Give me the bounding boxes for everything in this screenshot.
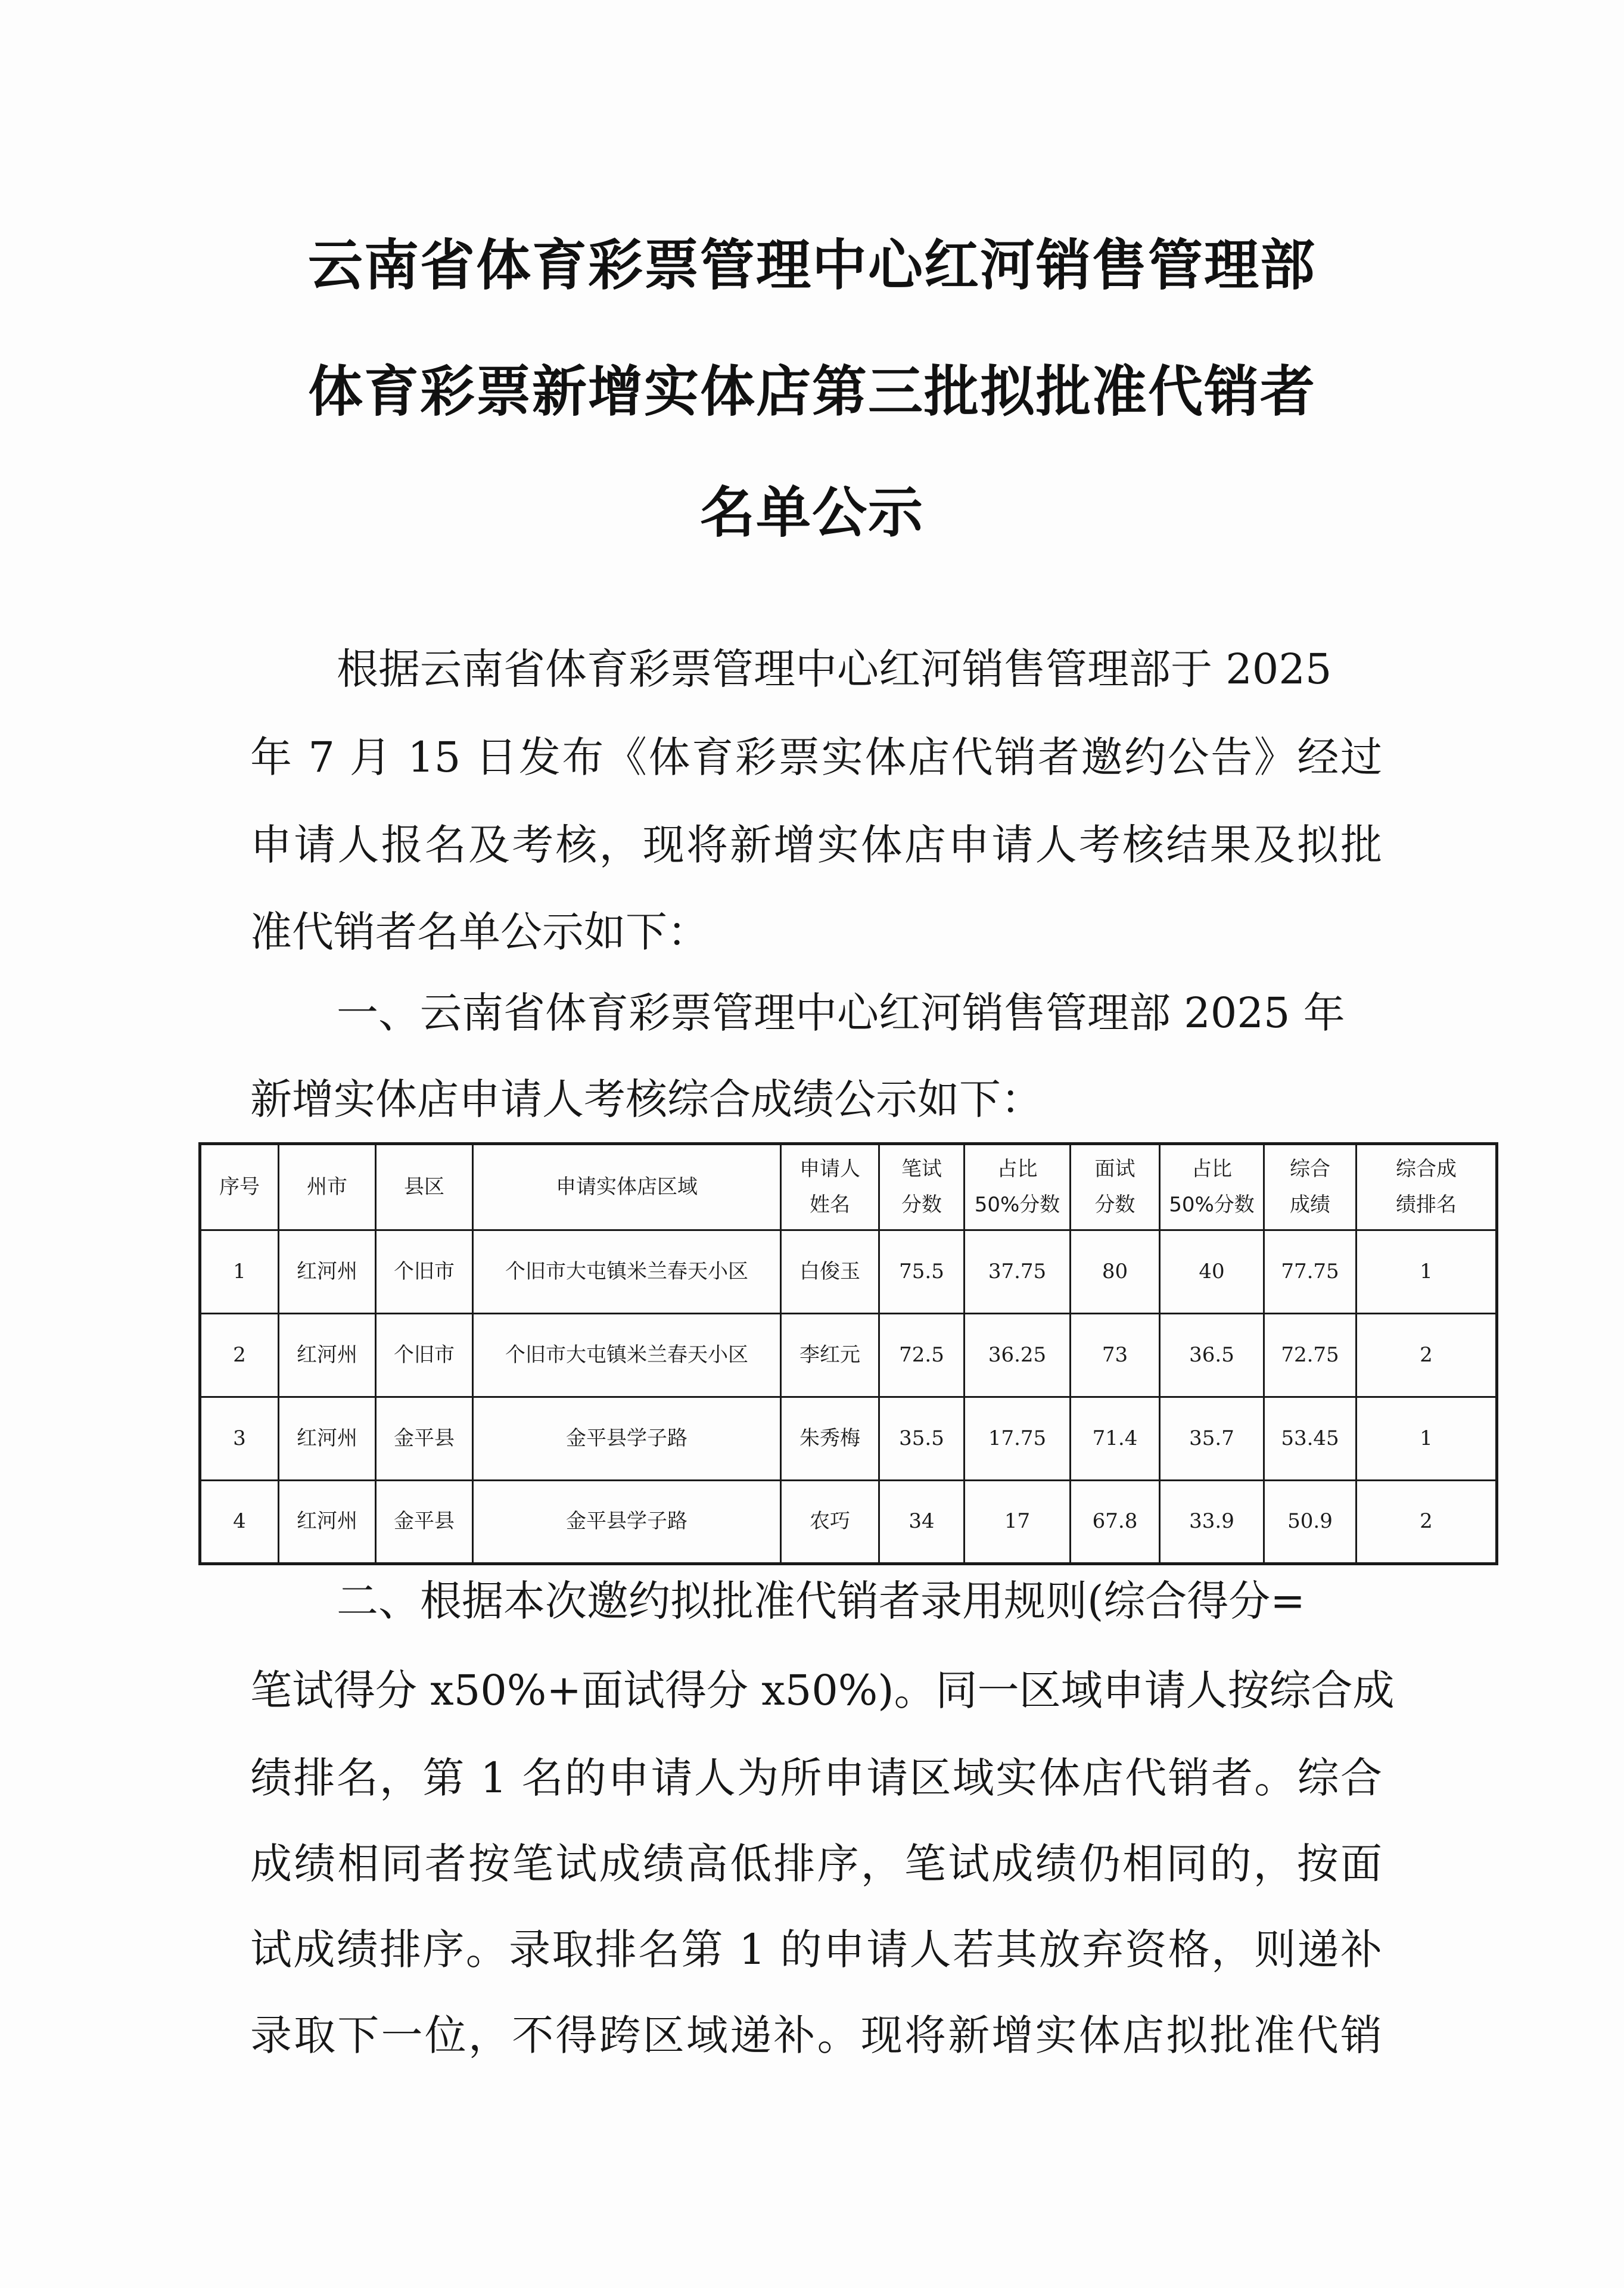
- header-total-line-1: 综合: [1290, 1157, 1330, 1181]
- section2-line-4: 成绩相同者按笔试成绩高低排序，笔试成绩仍相同的，按面: [250, 1839, 1382, 1888]
- cell-interview-pct: 40: [1160, 1230, 1264, 1314]
- section2-line-6: 录取下一位，不得跨区域递补。现将新增实体店拟批准代销: [250, 2011, 1382, 2060]
- cell-county: 个旧市: [376, 1230, 473, 1314]
- cell-interview: 73: [1071, 1314, 1160, 1397]
- header-written-score: [879, 1144, 965, 1230]
- cell-written: 72.5: [879, 1314, 965, 1397]
- cell-county: 金平县: [376, 1481, 473, 1564]
- header-interview-line-1: 面试: [1094, 1157, 1135, 1181]
- cell-total: 72.75: [1264, 1314, 1357, 1397]
- cell-interview-pct: 36.5: [1160, 1314, 1264, 1397]
- header-wpct-line-1: 占比: [997, 1157, 1038, 1181]
- cell-prefecture: 红河州: [279, 1230, 376, 1314]
- header-rank-line-2: 绩排名: [1396, 1192, 1457, 1217]
- section2-line-2: 笔试得分 x50%+面试得分 x50%)。同一区域申请人按综合成: [250, 1666, 1395, 1715]
- header-ipct-line-1: 占比: [1191, 1157, 1232, 1181]
- table-row: [200, 1397, 1497, 1481]
- header-total-score: [1264, 1144, 1357, 1230]
- cell-total: 50.9: [1264, 1481, 1357, 1564]
- table-row: [200, 1314, 1497, 1397]
- header-written-pct: [965, 1144, 1071, 1230]
- header-rank-line-1: 综合成: [1396, 1157, 1457, 1181]
- header-applicant-name: [781, 1144, 879, 1230]
- cell-seq: 4: [200, 1481, 279, 1564]
- title-line-2: 体育彩票新增实体店第三批拟批准代销者: [307, 360, 1316, 424]
- header-wpct-line-2: 50%分数: [974, 1192, 1060, 1217]
- table-row: [200, 1230, 1497, 1314]
- intro-line-3: 申请人报名及考核，现将新增实体店申请人考核结果及拟批: [250, 820, 1382, 869]
- cell-area: 金平县学子路: [473, 1397, 781, 1481]
- cell-rank: 1: [1357, 1397, 1497, 1481]
- cell-name: 李红元: [781, 1314, 879, 1397]
- table-header-row: [200, 1144, 1497, 1230]
- section1-line-2: 新增实体店申请人考核综合成绩公示如下：: [250, 1075, 1043, 1124]
- cell-seq: 3: [200, 1397, 279, 1481]
- title-line-3: 名单公示: [699, 481, 924, 545]
- cell-prefecture: 红河州: [279, 1481, 376, 1564]
- cell-interview-pct: 33.9: [1160, 1481, 1264, 1564]
- cell-written-pct: 36.25: [965, 1314, 1071, 1397]
- cell-name: 白俊玉: [781, 1230, 879, 1314]
- section2-line-3: 绩排名，第 1 名的申请人为所申请区域实体店代销者。综合: [250, 1754, 1382, 1802]
- cell-total: 53.45: [1264, 1397, 1357, 1481]
- title-line-1: 云南省体育彩票管理中心红河销售管理部: [307, 234, 1316, 297]
- header-interview-line-2: 分数: [1094, 1192, 1135, 1217]
- cell-written: 34: [879, 1481, 965, 1564]
- header-interview-score: [1071, 1144, 1160, 1230]
- cell-written-pct: 37.75: [965, 1230, 1071, 1314]
- header-seq: 序号: [200, 1144, 279, 1230]
- cell-area: 个旧市大屯镇米兰春天小区: [473, 1230, 781, 1314]
- cell-written-pct: 17: [965, 1481, 1071, 1564]
- cell-name: 朱秀梅: [781, 1397, 879, 1481]
- cell-written: 35.5: [879, 1397, 965, 1481]
- cell-seq: 2: [200, 1314, 279, 1397]
- cell-total: 77.75: [1264, 1230, 1357, 1314]
- cell-written: 75.5: [879, 1230, 965, 1314]
- cell-interview: 71.4: [1071, 1397, 1160, 1481]
- table-row: [200, 1481, 1497, 1564]
- cell-interview: 67.8: [1071, 1481, 1160, 1564]
- section2-line-1: 二、根据本次邀约拟批准代销者录用规则(综合得分=: [337, 1577, 1305, 1625]
- header-area: 申请实体店区域: [473, 1144, 781, 1230]
- cell-interview-pct: 35.7: [1160, 1397, 1264, 1481]
- header-prefecture: 州市: [279, 1144, 376, 1230]
- cell-seq: 1: [200, 1230, 279, 1314]
- cell-area: 金平县学子路: [473, 1481, 781, 1564]
- header-total-line-2: 成绩: [1290, 1192, 1330, 1217]
- cell-written-pct: 17.75: [965, 1397, 1071, 1481]
- cell-rank: 2: [1357, 1314, 1497, 1397]
- intro-line-1: 根据云南省体育彩票管理中心红河销售管理部于 2025: [337, 645, 1332, 694]
- cell-rank: 2: [1357, 1481, 1497, 1564]
- cell-prefecture: 红河州: [279, 1314, 376, 1397]
- cell-name: 农巧: [781, 1481, 879, 1564]
- cell-county: 金平县: [376, 1397, 473, 1481]
- header-name-line-1: 申请人: [799, 1157, 860, 1181]
- header-written-line-2: 分数: [901, 1192, 942, 1217]
- section1-line-1: 一、云南省体育彩票管理中心红河销售管理部 2025 年: [337, 988, 1345, 1037]
- intro-line-4: 准代销者名单公示如下：: [250, 907, 709, 956]
- cell-area: 个旧市大屯镇米兰春天小区: [473, 1314, 781, 1397]
- section2-line-5: 试成绩排序。录取排名第 1 的申请人若其放弃资格，则递补: [250, 1925, 1382, 1974]
- cell-rank: 1: [1357, 1230, 1497, 1314]
- scores-table: [198, 1142, 1498, 1565]
- header-written-line-1: 笔试: [901, 1157, 942, 1181]
- cell-interview: 80: [1071, 1230, 1160, 1314]
- header-ipct-line-2: 50%分数: [1169, 1192, 1255, 1217]
- cell-prefecture: 红河州: [279, 1397, 376, 1481]
- header-interview-pct: [1160, 1144, 1264, 1230]
- intro-line-2: 年 7 月 15 日发布《体育彩票实体店代销者邀约公告》经过: [250, 733, 1382, 782]
- header-name-line-2: 姓名: [810, 1192, 850, 1217]
- cell-county: 个旧市: [376, 1314, 473, 1397]
- header-county: 县区: [376, 1144, 473, 1230]
- header-rank: [1357, 1144, 1497, 1230]
